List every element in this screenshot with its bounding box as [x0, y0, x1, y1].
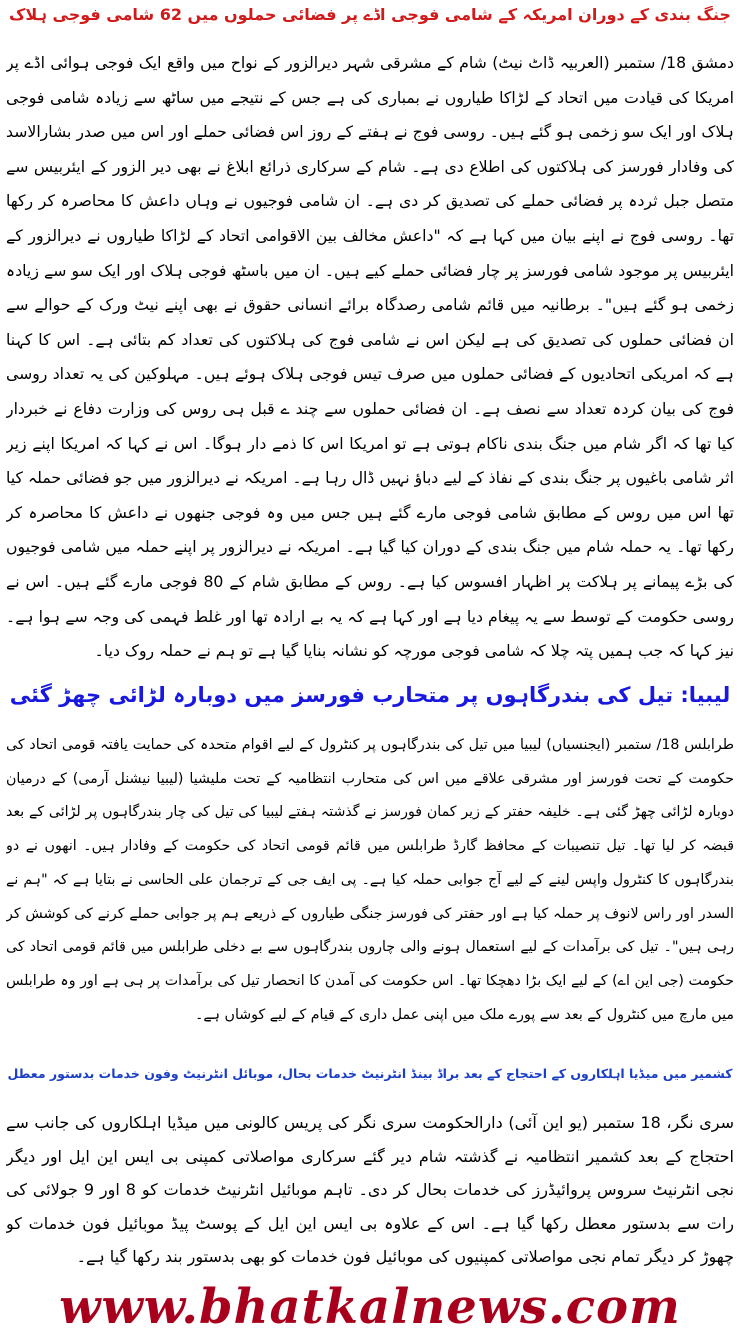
- article-2-headline: لیبیا: تیل کی بندرگاہوں پر متحارب فورسز میں دوبارہ لڑائی چھڑ گئی: [9, 683, 731, 707]
- article-1-headline: جنگ بندی کے دوران امریکہ کے شامی فوجی اڈے پر فضائی حملوں میں 62 شامی فوجی ہلاک: [9, 6, 731, 24]
- article-2-body: طرابلس 18/ ستمبر (ایجنسیاں) لیبیا میں تیل کی بندرگاہوں پر کنٹرول کے لیے اقوام متحدہ کی حمایت یافتہ قومی اتحاد کی حکومت کے تحت فورسز اور مشرقی علاقے میں اس کی متحارب انتظامیہ کے تحت ملیشیا (لیبیا نیشنل آرمی) کے درمیان دوبارہ لڑائی چھڑ گئی ہے۔ خلیفہ حفتر کے زیر کمان فورسز نے گذشتہ ہفتے لیبیا کی تیل کی چار بندرگاہوں پر لڑائی کے بعد قبضہ کر لیا تھا۔ تیل تنصیبات کے محافظ گارڈ طرابلس میں قائم قومی اتحاد کی حکومت کے وفادار ہیں۔ انھوں نے دو بندرگاہوں کا کنٹرول واپس لینے کے لیے آج جوابی حملہ کیا ہے۔ پی ایف جی کے ترجمان علی الحاسی نے بتایا ہے کہ "ہم نے السدر اور راس لانوف پر حملہ کیا ہے اور حفتر کی فورسز جنگی طیاروں کے ذریعے ہم پر جوابی حملے کرنے کی کوشش کر رہی ہیں"۔ تیل کی برآمدات کے لیے استعمال ہونے والی چاروں بندرگاہوں سے بے دخلی طرابلس میں قائم قومی اتحاد کی حکومت (جی این اے) کے لیے ایک بڑا دھچکا تھا۔ اس حکومت کی آمدن کا انحصار تیل کی برآمدات پر ہی ہے اور وہ طرابلس میں مارچ میں کنٹرول کے بعد سے پورے ملک میں اپنی عمل داری کے قیام کے لیے کوشاں ہے۔: [6, 737, 734, 1023]
- article-1-body: دمشق 18/ ستمبر (العربیہ ڈاٹ نیٹ) شام کے مشرقی شہر دیرالزور کے نواح میں واقع ایک فوجی ہوائی اڈے پر امریکا کی قیادت میں اتحاد کے لڑاکا طیاروں نے بمباری کی ہے جس کے نتیجے میں ساٹھ سے زیادہ شامی فوجی ہلاک اور ایک سو زخمی ہو گئے ہیں۔ روسی فوج نے ہفتے کے روز اس فضائی حملے اور اس میں صدر بشارالاسد کی وفادار فورسز کی ہلاکتوں کی اطلاع دی ہے۔ شام کے سرکاری ذرائع ابلاغ نے بھی دیر الزور کے ایئربیس سے متصل جبل ثردہ پر فضائی حملے کی تصدیق کر دی ہے۔ ان شامی فوجیوں نے وہاں داعش کا محاصرہ کر رکھا تھا۔ روسی فوج نے اپنے بیان میں کہا ہے کہ "داعش مخالف بین الاقوامی اتحاد کے لڑاکا طیاروں نے دیرالزور کے ایئربیس پر موجود شامی فورسز پر چار فضائی حملے کیے ہیں۔ ان میں باسٹھ فوجی ہلاک اور ایک سو سے زیادہ زخمی ہو گئے ہیں"۔ برطانیہ میں قائم شامی رصدگاہ برائے انسانی حقوق نے بھی اپنے نیٹ ورک کے حوالے سے ان فضائی حملوں کی تصدیق کی ہے لیکن اس نے شامی فوج کی ہلاکتوں کی تعداد کم بتائی ہے۔ اس کا کہنا ہے کہ امریکی اتحادیوں کے فضائی حملوں میں صرف تیس فوجی ہلاک ہوئے ہیں۔ مہلوکین کی یہ تعداد روسی فوج کی بیان کردہ تعداد سے نصف ہے۔ ان فضائی حملوں سے چند ے قبل ہی روس کی وزارت دفاع نے خبردار کیا تھا کہ اگر شام میں جنگ بندی ناکام ہوتی ہے تو امریکا اس کا ذمے دار ہوگا۔ اس نے کہا کہ امریکا اپنے زیر اثر شامی باغیوں پر جنگ بندی کے نفاذ کے لیے دباؤ نہیں ڈال رہا ہے۔ امریکہ نے دیرالزور میں جو فضائی حملہ کیا تھا اس میں روس کے مطابق شامی فوجی مارے گئے ہیں جس میں وہ فوجی جنھوں نے داعش کا محاصرہ کر رکھا تھا۔ یہ حملہ شام میں جنگ بندی کے دوران کیا گیا ہے۔ امریکہ نے دیرالزور پر اپنے حملہ میں شامی فوجیوں کی بڑے پیمانے پر ہلاکت پر اظہار افسوس کیا ہے۔ روس کے مطابق شام کے 80 فوجی مارے گئے ہیں۔ اس نے روسی حکومت کے توسط سے یہ پیغام دیا ہے اور کہا ہے کہ یہ بے ارادہ تھا اور غلط فہمی کی وجہ سے ہوا ہے۔ نیز کہا کہ جب ہمیں پتہ چلا کہ شامی فوجی مورچہ کو نشانہ بنایا گیا ہے تو ہم نے حملہ روک دیا۔: [6, 53, 734, 661]
- article-3-body: سری نگر، 18 ستمبر (یو این آئی) دارالحکومت سری نگر کی پریس کالونی میں میڈیا اہلکاروں کی جانب سے احتجاج کے بعد کشمیر انتظامیہ نے گذشتہ شام دیر گئے سرکاری مواصلاتی کمپنی بی ایس این ایل اور دیگر نجی انٹرنیٹ سروس پروائیڈرز کی خدمات بحال کر دی۔ تاہم موبائیل انٹرنیٹ خدمات کو 8 اور 9 جولائی کی رات سے بدستور معطل رکھا گیا ہے۔ اس کے علاوہ بی ایس این ایل کے پوسٹ پیڈ موبائیل فون خدمات کو چھوڑ کر دیگر تمام نجی مواصلاتی کمپنیوں کی موبائیل فون خدمات کو بھی بدستور بند رکھا گیا ہے۔: [6, 1113, 734, 1266]
- site-watermark: www.bhatkalnews.com: [59, 1282, 681, 1333]
- article-3-headline: کشمیر میں میڈیا اہلکاروں کے احتجاج کے بعد براڈ بینڈ انٹرنیٹ خدمات بحال، موبائل انٹرنیٹ وفون خدمات بدستور معطل: [7, 1067, 733, 1081]
